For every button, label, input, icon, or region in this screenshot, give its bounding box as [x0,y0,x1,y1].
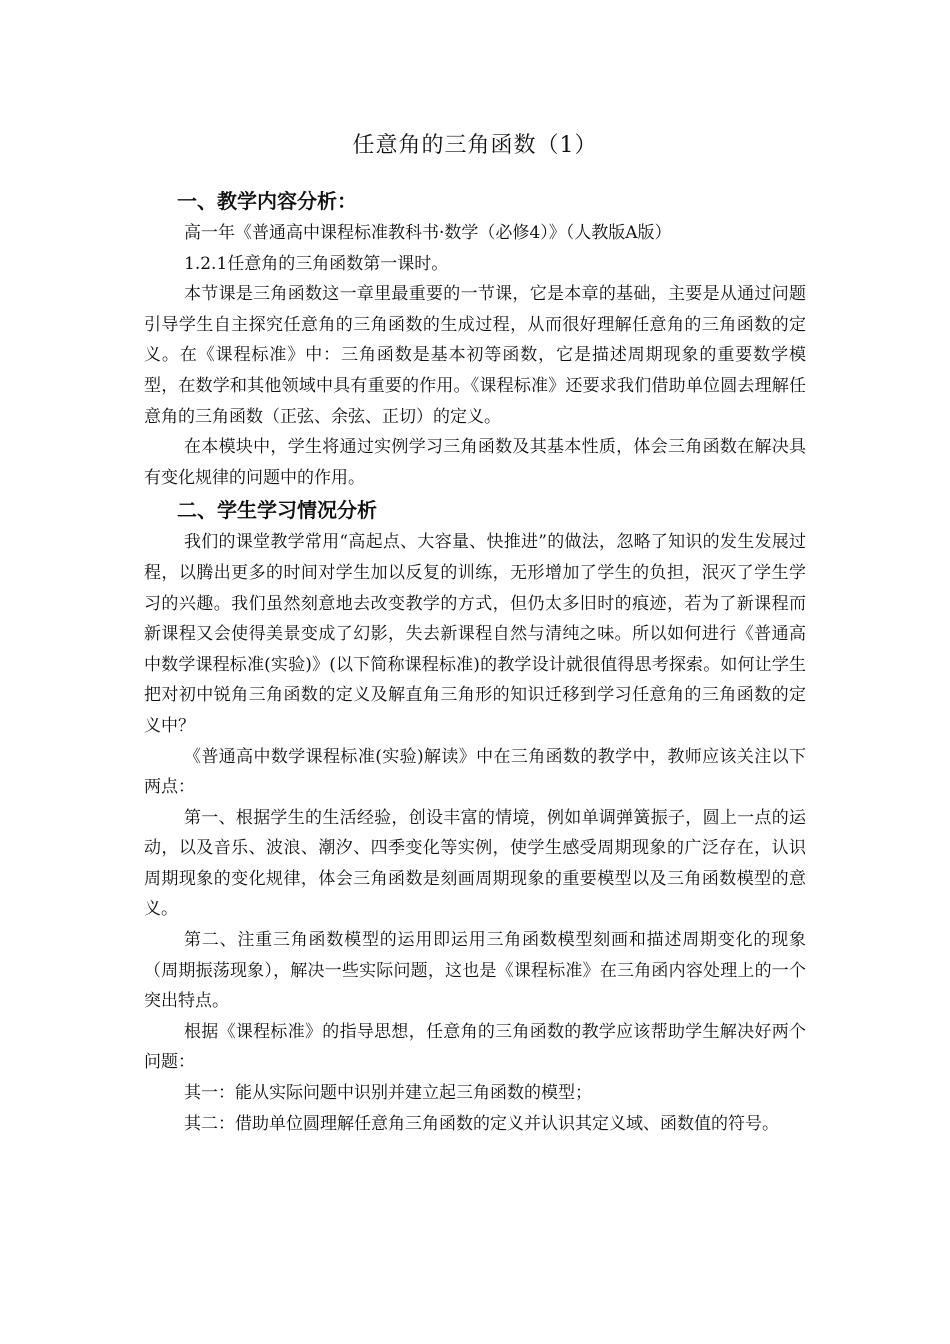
paragraph: 我们的课堂教学常用“高起点、大容量、快推进”的做法，忽略了知识的发生发展过程，以腾出更多的时间对学生加以反复的训练，无形增加了学生的负担，泯灭了学生学习的兴趣。我们虽然刻意地去改变教学的方式，但仍太多旧时的痕迹，若为了新课程而新课程又会使得美景变成了幻影，失去新课程自然与清纯之味。所以如何进行《普通高中数学课程标准(实验)》(以下简称课程标准)的教学设计就很值得思考探索。如何让学生把对初中锐角三角函数的定义及解直角三角形的知识迁移到学习任意角的三角函数的定义中？ [144,532,806,736]
section-content-analysis [144,184,806,493]
paragraph: 第二、注重三角函数模型的运用即运用三角函数模型刻画和描述周期变化的现象（周期振荡现象），解决一些实际问题，这也是《课程标准》在三角函内容处理上的一个突出特点。 [144,930,806,1012]
section-heading: 二、学生学习情况分析 [177,498,377,523]
section-heading: 一、教学内容分析： [177,189,357,213]
paragraph: 在本模块中，学生将通过实例学习三角函数及其基本性质，体会三角函数在解决具有变化规律的问题中的作用。 [144,437,806,488]
paragraph: 本节课是三角函数这一章里最重要的一节课，它是本章的基础，主要是从通过问题引导学生自主探究任意角的三角函数的生成过程，从而很好理解任意角的三角函数的定义。在《课程标准》中：三角函数是基本初等函数，它是描述周期现象的重要数学模型，在数学和其他领域中具有重要的作用。《课程标准》还要求我们借助单位圆去理解任意角的三角函数（正弦、余弦、正切）的定义。 [144,284,806,427]
paragraph: 其一：能从实际问题中识别并建立起三角函数的模型； [184,1083,592,1104]
document-title: 任意角的三角函数（1） [352,133,598,158]
paragraph: 高一年《普通高中课程标准教科书·数学（必修4）》（人教版A版） [184,223,672,243]
paragraph: 第一、根据学生的生活经验，创设丰富的情境，例如单调弹簧振子，圆上一点的运动，以及音乐、波浪、潮汐、四季变化等实例，使学生感受周期现象的广泛存在，认识周期现象的变化规律，体会三角函数是刻画周期现象的重要模型以及三角函数模型的意义。 [144,807,806,920]
paragraph: 《普通高中数学课程标准(实验)解读》中在三角函数的教学中，教师应该关注以下两点： [144,746,806,798]
document-page [144,126,806,1139]
section-student-analysis [144,493,806,1139]
paragraph: 根据《课程标准》的指导思想，任意角的三角函数的教学应该帮助学生解决好两个问题： [144,1021,806,1073]
paragraph: 其二：借助单位圆理解任意角三角函数的定义并认识其定义域、函数值的符号。 [184,1113,779,1134]
paragraph: 1.2.1任意角的三角函数第一课时。 [184,253,449,274]
